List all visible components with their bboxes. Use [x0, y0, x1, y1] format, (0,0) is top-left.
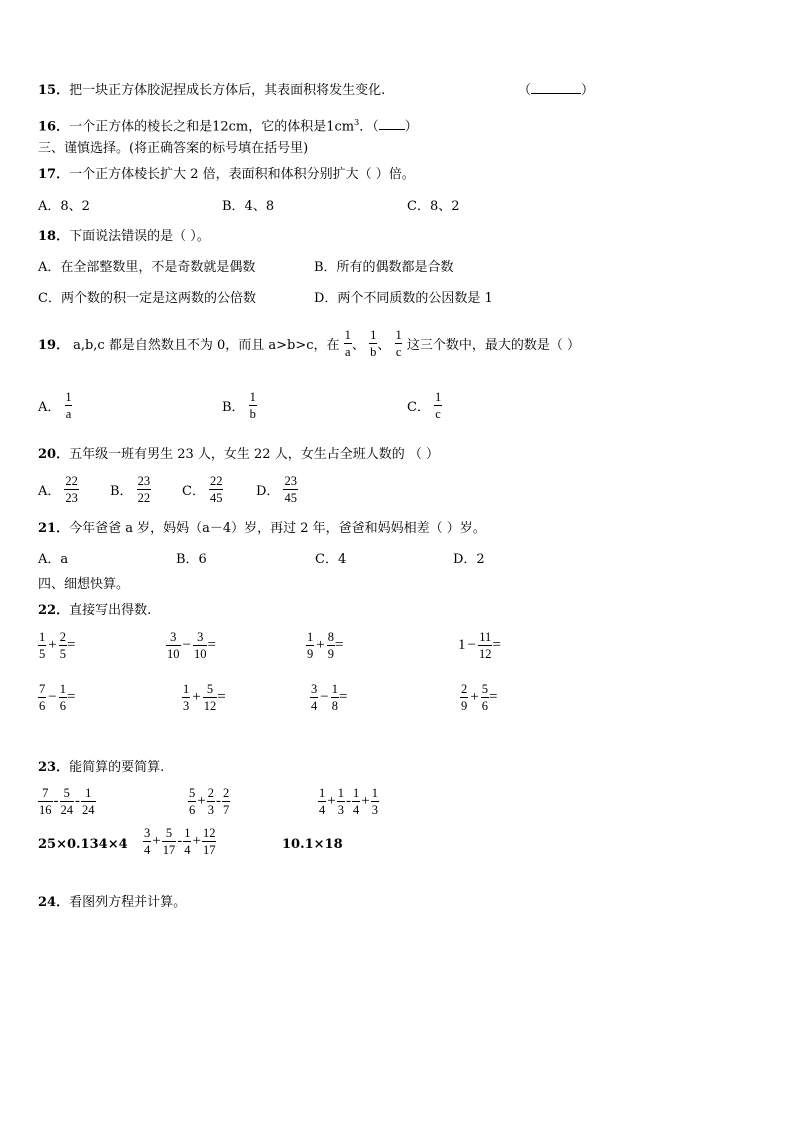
question-number: 23． — [38, 760, 70, 775]
option-17-b[interactable]: B．4、8 — [222, 199, 275, 214]
option-21-d[interactable]: D．2 — [453, 552, 485, 567]
question-19 — [38, 328, 580, 359]
question-text: a,b,c 都是自然数且不为 0，而且 a>b>c，在 — [73, 338, 340, 353]
option-label: B． — [110, 484, 133, 499]
simplify-23-1: $\frac{7}{16}$ - $\frac{5}{24}$ - $\frac{1}{24}$ — [39, 786, 95, 817]
section-4-title: 四、细想快算。 — [38, 577, 130, 592]
option-19-c[interactable] — [407, 390, 442, 421]
option-label: A． — [38, 484, 61, 499]
option-fraction: $\frac{22}{45}$ — [209, 474, 223, 505]
fraction-1-a: $\frac{1}{a}$ — [344, 328, 351, 359]
question-number: 19． — [38, 338, 70, 353]
calc-22-5: $\frac{7}{6}$ − $\frac{1}{6}$ = — [39, 682, 76, 713]
section-3-title: 三、谨慎选择。(将正确答案的标号填在括号里) — [38, 141, 309, 156]
option-18-d[interactable]: D．两个不同质数的公因数是 1 — [314, 291, 493, 306]
question-21 — [38, 520, 486, 538]
option-20-b[interactable] — [110, 474, 151, 505]
option-20-d[interactable] — [256, 474, 298, 505]
question-number: 24． — [38, 895, 70, 910]
simplify-23-4: 25×0.134×4 — [38, 837, 128, 852]
calc-22-1: $\frac{1}{5}$ + $\frac{2}{5}$ = — [39, 630, 76, 661]
question-number: 20． — [38, 447, 70, 462]
option-label: B． — [222, 400, 245, 415]
option-label: D． — [256, 484, 280, 499]
paren-right: ） — [581, 83, 595, 98]
question-20 — [38, 446, 439, 464]
calc-22-6: $\frac{1}{3}$ + $\frac{5}{12}$ = — [183, 682, 226, 713]
question-text: 能简算的要简算. — [69, 760, 165, 775]
question-23 — [38, 759, 164, 777]
option-label: C． — [182, 484, 205, 499]
paren-right: ） — [404, 119, 418, 135]
fraction-1-b: $\frac{1}{b}$ — [370, 328, 377, 359]
calc-22-7: $\frac{3}{4}$ − $\frac{1}{8}$ = — [311, 682, 348, 713]
question-tail: 这三个数中，最大的数是（ ） — [406, 338, 581, 353]
calc-22-4: 1 − $\frac{11}{12}$ = — [458, 630, 501, 661]
option-21-a[interactable]: A．a — [38, 552, 69, 567]
calc-22-3: $\frac{1}{9}$ + $\frac{8}{9}$ = — [307, 630, 344, 661]
question-16 — [38, 114, 418, 136]
option-17-c[interactable]: C．8、2 — [407, 199, 460, 214]
calc-22-8: $\frac{2}{9}$ + $\frac{5}{6}$ = — [461, 682, 498, 713]
question-text: 直接写出得数. — [69, 603, 152, 618]
question-text: 下面说法错误的是（ ）。 — [69, 229, 210, 244]
option-21-c[interactable]: C．4 — [315, 552, 347, 567]
calc-22-2: $\frac{3}{10}$ − $\frac{3}{10}$ = — [167, 630, 216, 661]
separator: 、 — [377, 338, 391, 353]
question-text: 一个正方体的棱长之和是12cm，它的体积是1cm — [69, 119, 355, 135]
option-fraction: $\frac{22}{23}$ — [65, 474, 78, 505]
question-text: 一个正方体棱长扩大 2 倍，表面积和体积分别扩大（ ）倍。 — [69, 167, 415, 182]
question-text: 五年级一班有男生 23 人，女生 22 人，女生占全班人数的 （ ） — [69, 447, 439, 462]
separator: 、 — [351, 338, 365, 353]
option-21-b[interactable]: B．6 — [176, 552, 207, 567]
simplify-23-5: $\frac{3}{4}$ + $\frac{5}{17}$ - $\frac{1}{4}$ + $\frac{12}{17}$ — [144, 826, 216, 857]
option-label: C． — [407, 400, 430, 415]
option-17-a[interactable]: A．8、2 — [38, 199, 90, 214]
question-text: 今年爸爸 a 岁，妈妈（a－4）岁，再过 2 年，爸爸和妈妈相差（ ）岁。 — [69, 521, 486, 536]
option-20-c[interactable] — [182, 474, 223, 505]
question-18 — [38, 228, 210, 246]
question-text: 看图列方程并计算。 — [69, 895, 187, 910]
simplify-23-6: 10.1×18 — [282, 837, 343, 852]
option-fraction: $\frac{1}{b}$ — [249, 390, 256, 421]
option-19-a[interactable] — [38, 390, 73, 421]
option-fraction: $\frac{23}{45}$ — [284, 474, 297, 505]
paren-left: ．（ — [359, 119, 379, 135]
question-text: 把一块正方体胶泥捏成长方体后，其表面积将发生变化. — [69, 83, 386, 98]
paren-left: （ — [518, 83, 532, 98]
answer-blank-16[interactable] — [379, 129, 405, 130]
option-fraction: $\frac{23}{22}$ — [137, 474, 151, 505]
option-fraction: $\frac{1}{c}$ — [434, 390, 442, 421]
superscript: 3 — [354, 118, 360, 127]
question-number: 15． — [38, 83, 70, 98]
option-18-b[interactable]: B．所有的偶数都是合数 — [314, 260, 454, 275]
answer-blank-15[interactable] — [518, 82, 594, 100]
simplify-23-3: $\frac{1}{4}$ + $\frac{1}{3}$ - $\frac{1}{4}$ + $\frac{1}{3}$ — [319, 786, 378, 817]
option-18-c[interactable]: C．两个数的积一定是这两数的公倍数 — [38, 291, 256, 306]
fraction-1-c: $\frac{1}{c}$ — [395, 328, 402, 359]
blank-line — [531, 93, 581, 94]
simplify-23-2: $\frac{5}{6}$ + $\frac{2}{3}$ - $\frac{2}{7}$ — [189, 786, 230, 817]
option-19-b[interactable] — [222, 390, 257, 421]
option-18-a[interactable]: A．在全部整数里，不是奇数就是偶数 — [38, 260, 256, 275]
question-number: 18． — [38, 229, 70, 244]
option-fraction: $\frac{1}{a}$ — [65, 390, 72, 421]
option-20-a[interactable] — [38, 474, 79, 505]
question-number: 22． — [38, 603, 70, 618]
question-24 — [38, 894, 186, 912]
question-number: 17． — [38, 167, 70, 182]
question-15 — [38, 82, 385, 100]
question-22 — [38, 602, 151, 620]
option-label: A． — [38, 400, 61, 415]
question-number: 16． — [38, 119, 70, 135]
question-number: 21． — [38, 521, 70, 536]
question-17 — [38, 166, 415, 184]
